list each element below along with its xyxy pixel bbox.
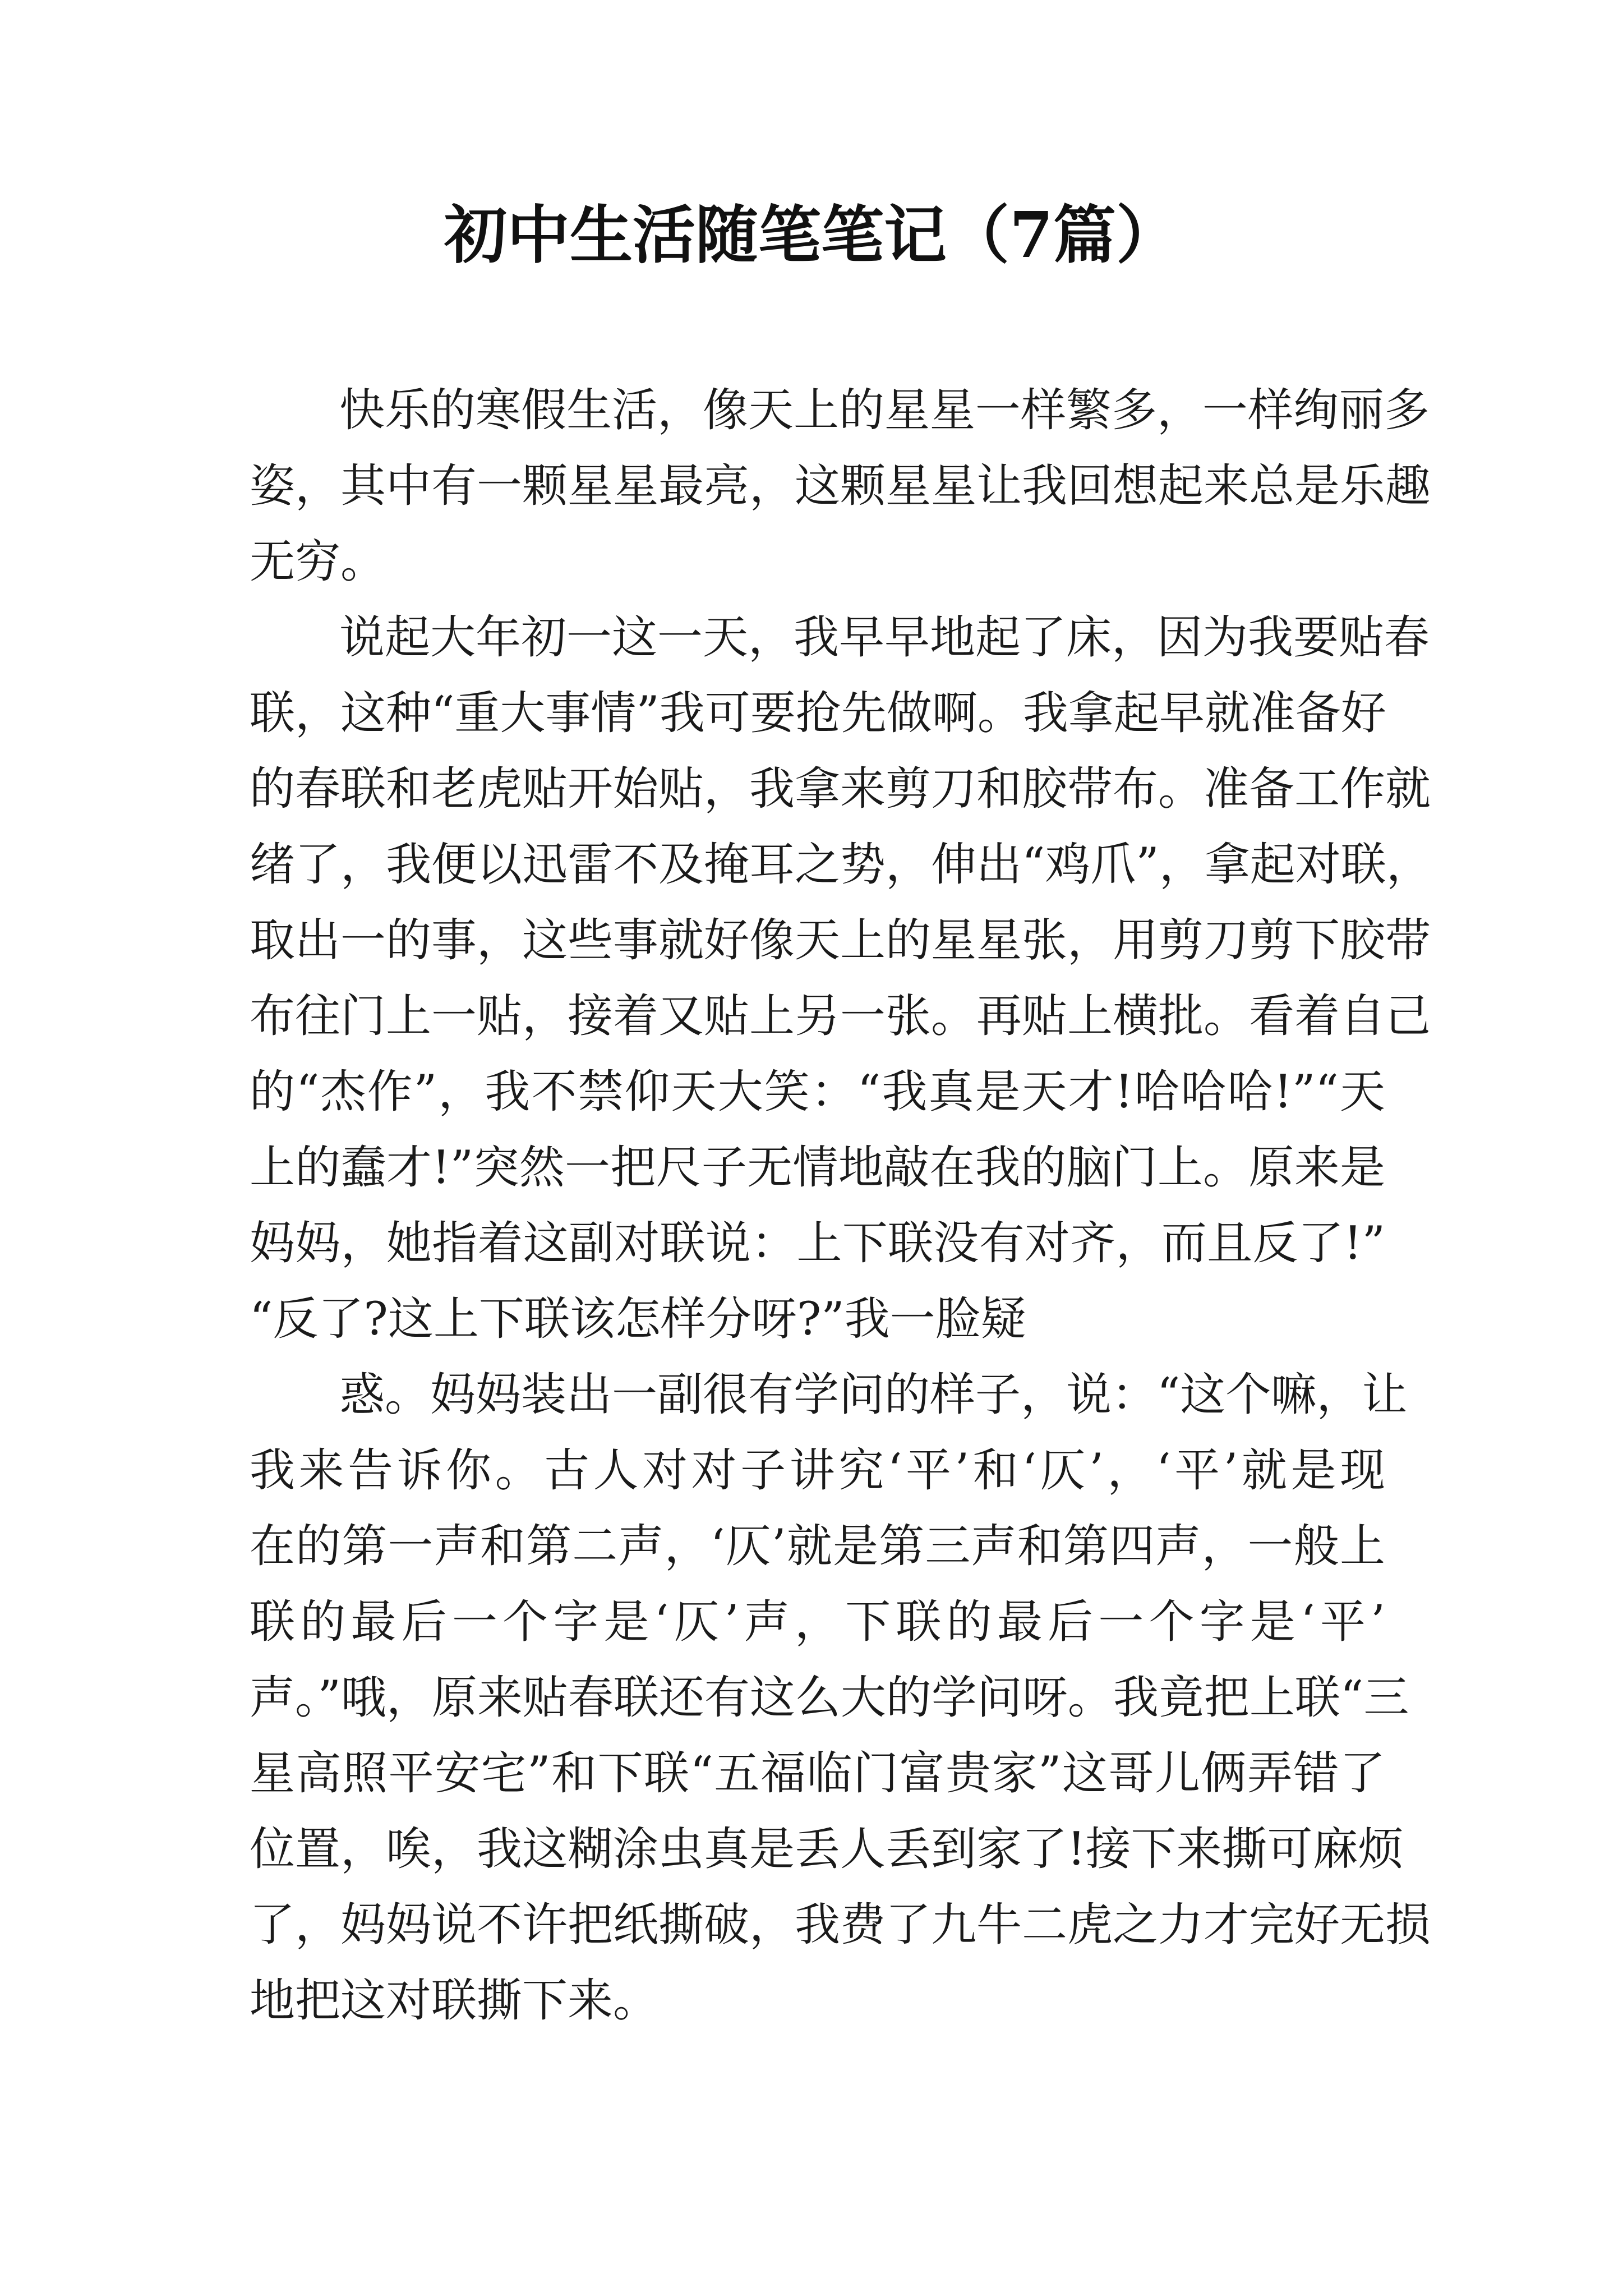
document-body [250, 373, 1432, 2039]
text-line: 我来告诉你。古人对对子讲究‘平’和‘仄’，‘平’就是现 [250, 1444, 1385, 1497]
text-line: 绪了，我便以迅雷不及掩耳之势，伸出“鸡爪”，拿起对联， [250, 839, 1432, 891]
text-line: 惑。妈妈装出一副很有学问的样子，说：“这个嘛，让 [339, 1369, 1408, 1421]
text-line: 地把这对联撕下来。 [250, 1975, 659, 2027]
text-line: 位置，唉，我这糊涂虫真是丢人丢到家了!接下来撕可麻烦 [250, 1823, 1404, 1876]
text-line: 了，妈妈说不许把纸撕破，我费了九牛二虎之力才完好无损 [250, 1899, 1431, 1952]
text-line: 无穷。 [250, 536, 386, 588]
text-line: 联，这种“重大事情”我可要抢先做啊。我拿起早就准备好 [250, 687, 1386, 740]
text-line: “反了?这上下联该怎样分呀?”我一脸疑 [250, 1293, 1026, 1346]
text-line: 快乐的寒假生活，像天上的星星一样繁多，一样绚丽多 [339, 384, 1430, 437]
text-line: 说起大年初一这一天，我早早地起了床，因为我要贴春 [339, 611, 1430, 664]
text-line: 星高照平安宅”和下联“五福临门富贵家”这哥儿俩弄错了 [250, 1747, 1385, 1800]
text-line: 上的蠢才!”突然一把尺子无情地敲在我的脑门上。原来是 [250, 1142, 1385, 1194]
text-line: 布往门上一贴，接着又贴上另一张。再贴上横批。看着自己 [250, 990, 1431, 1043]
text-line: 的春联和老虎贴开始贴，我拿来剪刀和胶带布。准备工作就 [250, 763, 1431, 816]
document-title: 初中生活随笔笔记（7篇） [444, 199, 1179, 272]
text-line: 在的第一声和第二声，‘仄’就是第三声和第四声，一般上 [250, 1520, 1385, 1573]
text-line: 取出一的事，这些事就好像天上的星星张，用剪刀剪下胶带 [250, 914, 1431, 967]
text-line: 联的最后一个字是‘仄’声，下联的最后一个字是‘平’ [250, 1596, 1385, 1649]
text-line: 妈妈，她指着这副对联说：上下联没有对齐，而且反了!” [250, 1217, 1385, 1270]
text-line: 的“杰作”，我不禁仰天大笑：“我真是天才!哈哈哈!”“天 [250, 1066, 1385, 1119]
text-line: 声。”哦，原来贴春联还有这么大的学问呀。我竟把上联“三 [250, 1672, 1409, 1724]
text-line: 姿，其中有一颗星星最亮，这颗星星让我回想起来总是乐趣 [250, 460, 1431, 513]
